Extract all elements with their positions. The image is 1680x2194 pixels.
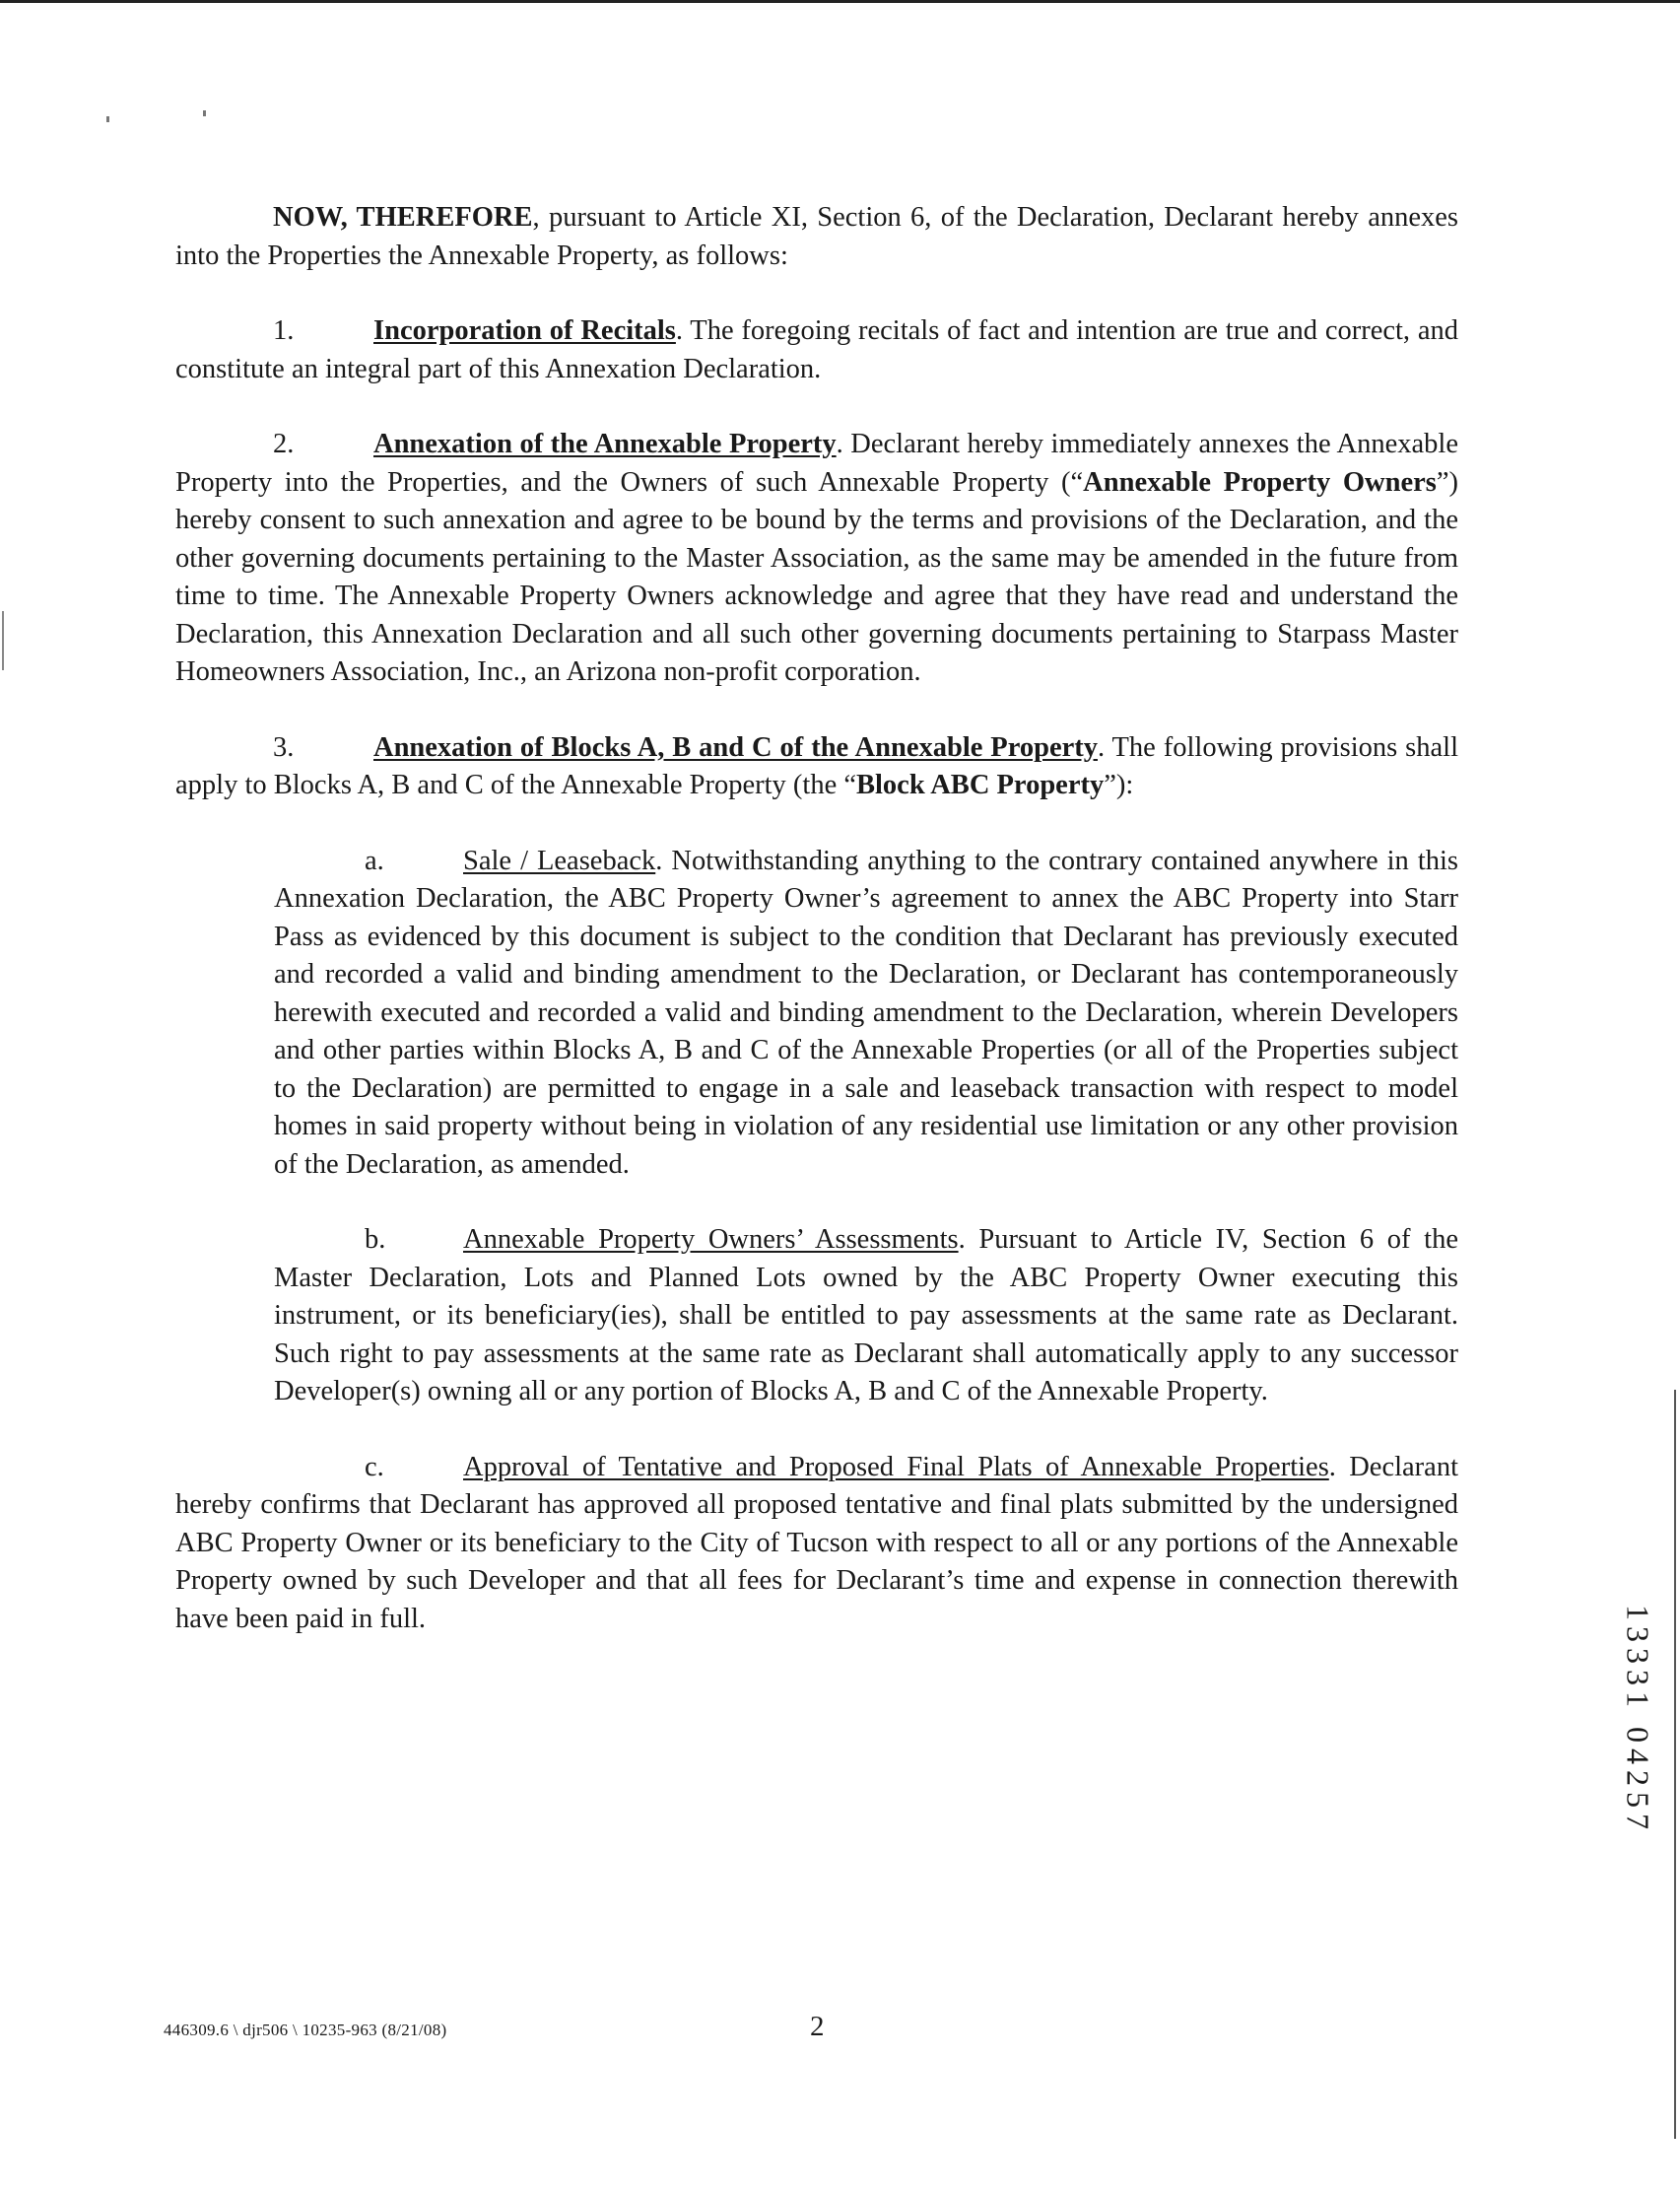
subsection-heading: Annexable Property Owners’ Assessments (463, 1224, 959, 1255)
document-reference: 446309.6 \ djr506 \ 10235-963 (8/21/08) (164, 2021, 447, 2039)
document-body (175, 199, 1458, 1638)
page-number: 2 (810, 2011, 825, 2042)
subsection-heading: Sale / Leaseback (463, 845, 656, 876)
subsection-body: . Notwithstanding anything to the contrary contained anywhere in this Annexation Declaration, the ABC Property Owner’s agreement to annex the ABC Property into Starr Pass as evidenced by this document is subject to the condition that Declarant has previously executed and recorded a valid and binding amendment to the Declaration, or Declarant has contemporaneously herewith executed and recorded a valid and binding amendment to the Declaration, wherein Developers and other parties within Blocks A, B and C of the Annexable Properties (or all of the Properties subject to the Declaration) are permitted to engage in a sale and leaseback transaction with respect to model homes in said property without being in violation of any residential use limitation or any other provision of the Declaration, as amended. (274, 845, 1458, 1180)
subsection-letter: b. (365, 1224, 386, 1255)
subsection-heading: Approval of Tentative and Proposed Final Plats of Annexable Properties (463, 1451, 1329, 1482)
section-heading: Annexation of Blocks A, B and C of the Annexable Property (373, 731, 1098, 763)
intro-text: , pursuant to Article XI, Section 6, of the Declaration, Declarant hereby annexes into the Properties the Annexable Property, as follows: (175, 202, 1458, 271)
subsection-b (274, 1221, 1458, 1411)
scan-speck (106, 116, 109, 122)
subsection-c (175, 1449, 1458, 1639)
page-right-edge (1674, 1390, 1676, 2139)
section-body: . The foregoing recitals of fact and intention are true and correct, and constitute an integral part of this Annexation Declaration. (175, 315, 1458, 384)
section-body: . The following provisions shall apply to Blocks A, B and C of the Annexable Property (the “ (175, 731, 1458, 800)
subsection-a (274, 843, 1458, 1185)
scan-mark (2, 611, 4, 670)
section-number: 2. (273, 429, 295, 459)
subsection-body: . Pursuant to Article IV, Section 6 of the Master Declaration, Lots and Planned Lots owned by the ABC Property Owner executing this instrument, or its beneficiary(ies), shall be entitled to pay assessments at the same rate as Declarant. Such right to pay assessments at the same rate as Declarant shall automatically apply to any successor Developer(s) owning all or any portion of Blocks A, B and C of the Annexable Property. (274, 1224, 1458, 1406)
subsection-letter: c. (365, 1451, 384, 1482)
subsection-letter: a. (365, 845, 384, 876)
section-1 (175, 312, 1458, 388)
subsection-body: . Declarant hereby confirms that Declarant has approved all proposed tentative and final plats submitted by the undersigned ABC Property Owner or its beneficiary to the City of Tucson with respect to all or any portions of the Annexable Property owned by such Developer and that all fees for Declarant’s time and expense in connection therewith have been paid in full. (175, 1451, 1458, 1634)
section-3 (175, 729, 1458, 805)
defined-term: Block ABC Property (856, 770, 1105, 800)
section-number: 3. (273, 731, 295, 763)
section-body: ”) hereby consent to such annexation and agree to be bound by the terms and provisions of the Declaration, and the other governing documents pertaining to the Master Association, as the same may be amended in the future from time to time. The Annexable Property Owners acknowledge and agree that they have read and understand the Declaration, this Annexation Declaration and all such other governing documents pertaining to Starpass Master Homeowners Association, Inc., an Arizona non-profit corporation. (175, 466, 1459, 687)
defined-term: Annexable Property Owners (1083, 466, 1437, 498)
intro-lead: NOW, THEREFORE (273, 202, 533, 233)
intro-paragraph (175, 199, 1458, 275)
page-top-edge (0, 0, 1680, 3)
section-heading: Incorporation of Recitals (373, 315, 676, 346)
section-body: ”): (1104, 770, 1134, 800)
recording-stamp: 13331 04257 (1620, 1605, 1656, 1835)
scan-speck (203, 110, 206, 116)
section-body: . Declarant hereby immediately annexes the Annexable Property into the Properties, and the Owners of such Annexable Property (“ (175, 429, 1458, 498)
section-heading: Annexation of the Annexable Property (373, 429, 837, 459)
section-2 (175, 426, 1458, 692)
section-number: 1. (273, 315, 295, 346)
